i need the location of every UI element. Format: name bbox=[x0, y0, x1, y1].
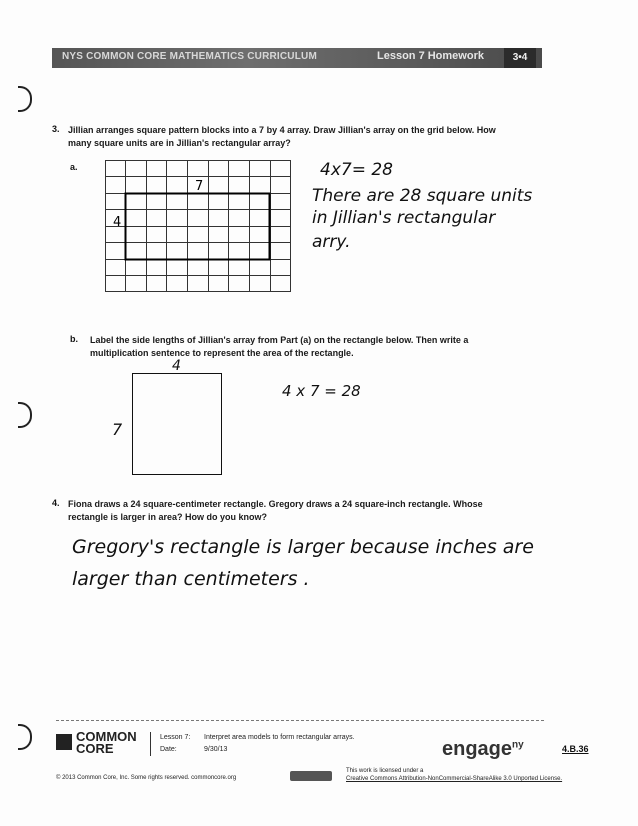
page-code: 4.B.36 bbox=[562, 744, 589, 754]
q3-answer-line-3: arry. bbox=[312, 232, 351, 252]
copyright-text: © 2013 Common Core, Inc. Some rights reserved. commoncore.org bbox=[56, 775, 237, 781]
question-4-line-1: Fiona draws a 24 square-centimeter rectangle. Gregory draws a 24 square-inch rectangle. Whose bbox=[68, 499, 483, 509]
lesson-label: Lesson 7: bbox=[160, 734, 191, 741]
q4-answer-line-1: Gregory's rectangle is larger because inches are bbox=[72, 536, 534, 558]
question-3-line-1: Jillian arranges square pattern blocks into a 7 by 4 array. Draw Jillian's array on the grid below. How bbox=[68, 125, 496, 135]
part-b-line-1: Label the side lengths of Jillian's array from Part (a) on the rectangle below. Then write a bbox=[90, 335, 469, 345]
punch-hole-top bbox=[18, 86, 32, 112]
engage-ny-logo bbox=[442, 738, 524, 761]
q3-answer-line-2: in Jillian's rectangular bbox=[312, 208, 496, 228]
license-link[interactable]: Creative Commons Attribution-NonCommercial-ShareAlike 3.0 Unported License. bbox=[346, 776, 563, 782]
q3-answer-equation: 4x7= 28 bbox=[320, 160, 393, 180]
brand-line-1: COMMON bbox=[76, 729, 137, 744]
engage-sup: ny bbox=[512, 739, 524, 751]
rectangle-top-label: 4 bbox=[172, 358, 181, 374]
lesson-description: Interpret area models to form rectangular arrays. bbox=[204, 734, 355, 741]
punch-hole-bottom bbox=[18, 724, 32, 750]
date-label: Date: bbox=[160, 746, 177, 753]
question-3-text bbox=[68, 124, 548, 150]
date-value: 9/30/13 bbox=[204, 746, 228, 753]
brand-line-2: CORE bbox=[76, 741, 114, 756]
part-b-line-2: multiplication sentence to represent the area of the rectangle. bbox=[90, 348, 354, 358]
rectangle-side-label: 7 bbox=[112, 420, 123, 439]
license-line-1: This work is licensed under a bbox=[346, 768, 424, 774]
footer-separator bbox=[150, 732, 151, 756]
square-grid bbox=[105, 160, 291, 292]
question-3-line-2: many square units are in Jillian's rectangular array? bbox=[68, 138, 291, 148]
grid-label-side: 4 bbox=[113, 215, 122, 230]
question-3-number: 3. bbox=[52, 124, 60, 134]
creative-commons-badge-icon bbox=[290, 771, 332, 781]
question-4-text bbox=[68, 498, 548, 524]
rectangle-figure bbox=[132, 373, 222, 475]
q3-answer-line-1: There are 28 square units bbox=[312, 186, 533, 206]
part-b-label: b. bbox=[70, 334, 78, 344]
punch-hole-middle bbox=[18, 402, 32, 428]
engage-text: engage bbox=[442, 738, 513, 760]
q4-answer-line-2: larger than centimeters . bbox=[72, 568, 310, 590]
grade-module-badge: 3•4 bbox=[504, 48, 536, 68]
lesson-homework-title: Lesson 7 Homework bbox=[377, 50, 484, 62]
curriculum-title: NYS COMMON CORE MATHEMATICS CURRICULUM bbox=[62, 51, 317, 62]
grid-label-top: 7 bbox=[195, 179, 204, 194]
part-a-label: a. bbox=[70, 162, 78, 172]
footer-divider bbox=[56, 720, 544, 721]
question-4-line-2: rectangle is larger in area? How do you know? bbox=[68, 512, 268, 522]
part-b-equation: 4 x 7 = 28 bbox=[282, 382, 361, 400]
question-4-number: 4. bbox=[52, 498, 60, 508]
part-b-text bbox=[90, 334, 550, 360]
common-core-wordmark bbox=[76, 731, 137, 755]
header-banner bbox=[52, 48, 542, 68]
common-core-logo-icon bbox=[56, 734, 72, 750]
